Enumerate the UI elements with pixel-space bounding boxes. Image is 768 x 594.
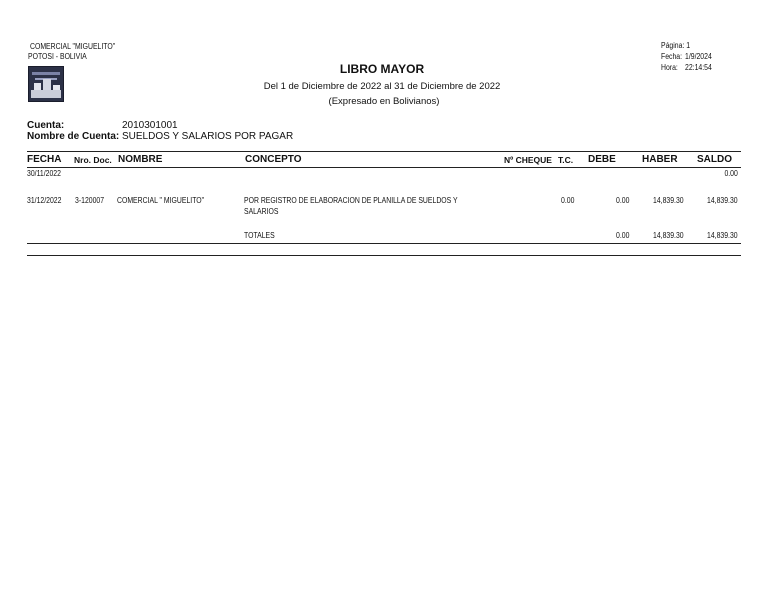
row-nombre: COMERCIAL " MIGUELITO" <box>117 196 205 205</box>
col-debe: DEBE <box>588 154 616 165</box>
totals-debe: 0.00 <box>616 231 630 240</box>
row-tc: 0.00 <box>561 196 575 205</box>
table-header-rule <box>27 167 741 168</box>
report-period <box>0 81 768 92</box>
row-saldo: 14,839.30 <box>707 196 738 205</box>
report-currency-note <box>0 96 768 107</box>
account-name-label: Nombre de Cuenta: <box>27 131 120 142</box>
account-label: Cuenta: <box>27 120 65 131</box>
col-fecha: FECHA <box>27 154 62 165</box>
opening-saldo: 0.00 <box>724 169 738 178</box>
col-haber: HABER <box>642 154 678 165</box>
print-time-value: 22:14:54 <box>685 63 712 72</box>
print-date-label: Fecha: <box>661 52 683 61</box>
account-name: SUELDOS Y SALARIOS POR PAGAR <box>122 131 294 142</box>
row-concepto-line2: SALARIOS <box>244 207 279 216</box>
row-concepto-line1: POR REGISTRO DE ELABORACION DE PLANILLA DE SUELDOS Y <box>244 196 458 205</box>
row-nro-doc: 3-120007 <box>75 196 105 205</box>
totals-label: TOTALES <box>244 231 275 240</box>
print-date-value: 1/9/2024 <box>685 52 712 61</box>
company-name: COMERCIAL "MIGUELITO" <box>30 42 116 51</box>
row-fecha: 31/12/2022 <box>27 196 62 205</box>
row-haber: 14,839.30 <box>653 196 684 205</box>
report-title <box>0 62 768 76</box>
col-concepto: CONCEPTO <box>245 154 302 165</box>
table-top-rule <box>27 151 741 152</box>
print-time-label: Hora: <box>661 63 678 72</box>
totals-haber: 14,839.30 <box>653 231 684 240</box>
col-cheque: Nº CHEQUE <box>504 155 552 165</box>
col-saldo: SALDO <box>697 154 732 165</box>
report-period-text: Del 1 de Diciembre de 2022 al 31 de Diciembre de 2022 <box>263 81 501 92</box>
opening-fecha: 30/11/2022 <box>27 169 61 178</box>
totals-saldo: 14,839.30 <box>707 231 738 240</box>
company-location: POTOSI - BOLIVIA <box>28 52 87 61</box>
col-tc: T.C. <box>558 155 574 165</box>
table-bottom-rule <box>27 255 741 256</box>
report-title-text: LIBRO MAYOR <box>339 62 425 76</box>
row-debe: 0.00 <box>616 196 630 205</box>
col-nro-doc: Nro. Doc. <box>74 155 112 165</box>
account-number: 2010301001 <box>122 120 178 131</box>
report-currency-text: (Expresado en Bolivianos) <box>328 96 440 107</box>
col-nombre: NOMBRE <box>118 154 163 165</box>
page-number: Página: 1 <box>661 41 691 50</box>
totals-rule <box>27 243 741 244</box>
